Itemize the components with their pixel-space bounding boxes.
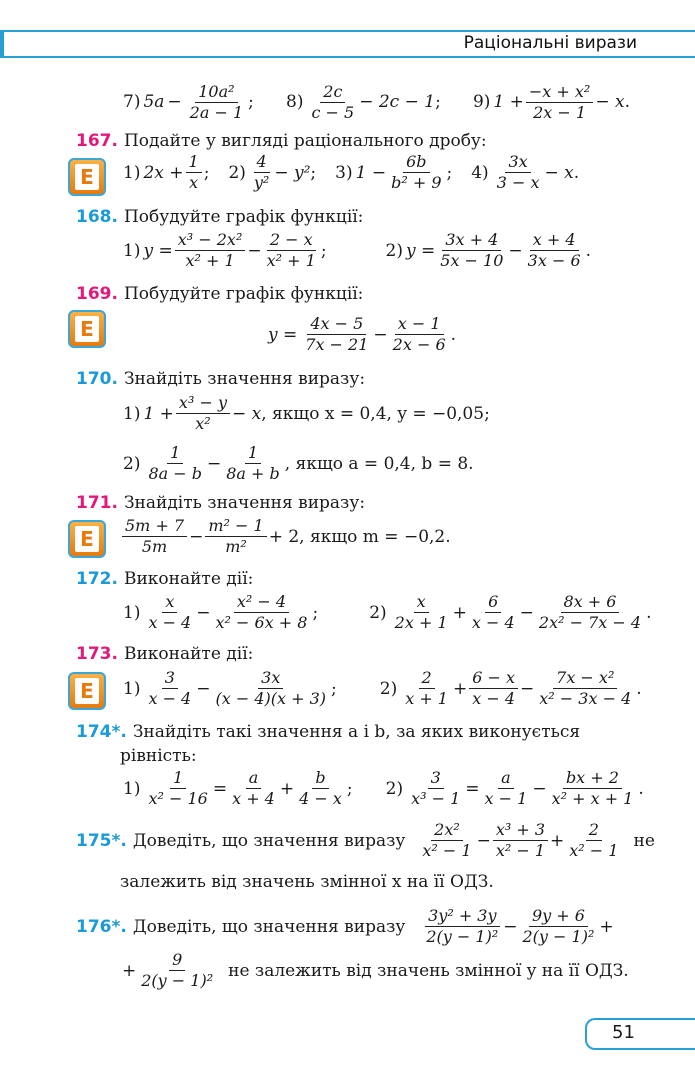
exercise-172-parts: 1) $\frac{x}{x - 4}$ − $\frac{\text{x² − 4}}{\text{x² − 6x + 8}}$ ; 2) $\frac{x}{2x + 1}$ + $\frac{6}{x - 4}$ − $\frac{8x + 6}{\text{2x² − 7x − 4}}$ . [123, 592, 652, 632]
exercise-text: Доведіть, що значення виразу [132, 830, 406, 851]
exercise-175-text-cont: залежить від значень змінної x на її ОДЗ. [120, 872, 494, 892]
exercise-169-formula: y = $\frac{4x - 5}{7x - 21}$ − $\frac{x - 1}{2x - 6}$ . [268, 314, 457, 354]
exercise-text: Побудуйте графік функції: [123, 284, 364, 304]
exercise-173-heading [76, 644, 253, 664]
exercise-number: 171. [76, 493, 118, 513]
exercise-number: 176*. [76, 916, 127, 937]
e-level-icon: E [68, 158, 106, 196]
exercise-number: 174*. [76, 722, 127, 742]
exercise-170-heading [76, 369, 365, 389]
e-level-icon: E [68, 520, 106, 558]
exercise-174-parts: 1) $\frac{1}{\text{x² − 16}}$ = $\frac{a}{x + 4}$ + $\frac{b}{4 - x}$ ; 2) $\frac{3}{\text{x³ − 1}}$ = $\frac{a}{x - 1}$ − $\frac{bx + 2}{\text{x² + x + 1}}$ . [123, 768, 644, 808]
exercise-173-parts: 1) $\frac{3}{x - 4}$ − $\frac{3x}{(x - 4)(x + 3)}$ ; 2) $\frac{2}{x + 1}$ + $\frac{6 - x}{x - 4}$ − $\frac{\text{7x − x²}}{\text{x² − 3x − 4}}$ . [123, 668, 642, 708]
exercise-175-row: 175*. Доведіть, що значення виразу $\frac{\text{2x²}}{\text{x² − 1}}$ − $\frac{\text{x³ + 3}}{\text{x² − 1}}$ + $\frac{2}{\text{x² − 1}}$ не [76, 820, 655, 860]
exercise-174-heading [76, 722, 580, 742]
page-title: Раціональні вирази [463, 33, 637, 53]
item-7: 7) 5a − $\frac{\text{10a²}}{2a - 1}$ ; [123, 82, 254, 122]
exercise-167-parts: 1) 2x + $\frac{1}{x}$ ; 2) $\frac{4}{\text{y²}}$ − y² ; 3) 1 − $\frac{6b}{\text{b² + 9}}$ ; 4) $\frac{3x}{3 - x}$ − x . [123, 152, 580, 192]
exercise-168-parts: 1) y = $\frac{\text{x³ − 2x²}}{\text{x² + 1}}$ − $\frac{2 - x}{\text{x² + 1}}$ ; 2) y = $\frac{3x + 4}{5x - 10}$ − $\frac{x + 4}{3x - 6}$ . [123, 230, 592, 270]
exercise-172-heading [76, 569, 253, 589]
exercise-number: 173. [76, 644, 118, 664]
page-number-box [585, 1018, 695, 1050]
exercise-171-heading [76, 493, 365, 513]
exercise-number: 172. [76, 569, 118, 589]
e-level-icon: E [68, 310, 106, 348]
exercise-text: Знайдіть значення виразу: [123, 369, 366, 389]
e-level-icon: E [68, 672, 106, 710]
exercise-text: Виконайте дії: [123, 644, 254, 664]
exercise-text: Знайдіть значення виразу: [123, 493, 366, 513]
exercise-number: 170. [76, 369, 118, 389]
exercise-170-part1: 1) 1 + $\frac{\text{x³ − y}}{\text{x²}}$ − x , якщо x = 0,4, y = −0,05; [123, 393, 490, 433]
exercise-text: Виконайте дії: [123, 569, 254, 589]
exercise-171-formula: $\frac{5m + 7}{5m}$ − $\frac{\text{m² − 1}}{\text{m²}}$ + 2 , якщо m = −0,2. [120, 516, 451, 557]
exercise-174-text-cont: рівність: [120, 746, 197, 766]
exercise-167-heading [76, 131, 487, 151]
exercise-number: 169. [76, 284, 118, 304]
exercise-169-heading [76, 284, 363, 304]
exercise-text: Доведіть, що значення виразу [132, 916, 406, 937]
exercise-number: 168. [76, 207, 118, 227]
prev-items-row [120, 82, 630, 123]
exercise-number: 167. [76, 131, 118, 151]
item-8: 8) $\frac{2c}{c - 5}$ − 2c − 1; [286, 82, 441, 122]
exercise-176-row2: + $\frac{9}{\text{2(y − 1)²}}$ не залежить від значень змінної y на її ОДЗ. [122, 950, 629, 990]
exercise-text: Знайдіть такі значення a і b, за яких виконується [132, 722, 581, 742]
item-9: 9) 1 + $\frac{\text{−x + x²}}{2x - 1}$ − x. [472, 82, 630, 122]
exercise-168-heading [76, 207, 363, 227]
exercise-number: 175*. [76, 830, 127, 851]
exercise-text: Побудуйте графік функції: [123, 207, 364, 227]
exercise-176-row: 176*. Доведіть, що значення виразу $\frac{\text{3y² + 3y}}{\text{2(y − 1)²}}$ − $\frac{9y + 6}{\text{2(y − 1)²}}$ + [76, 906, 614, 946]
exercise-text: Подайте у вигляді раціонального дробу: [123, 131, 487, 151]
page-number: 51 [612, 1022, 635, 1043]
exercise-170-part2: 2) $\frac{1}{8a - b}$ − $\frac{1}{8a + b}$ , якщо a = 0,4, b = 8. [123, 443, 474, 483]
